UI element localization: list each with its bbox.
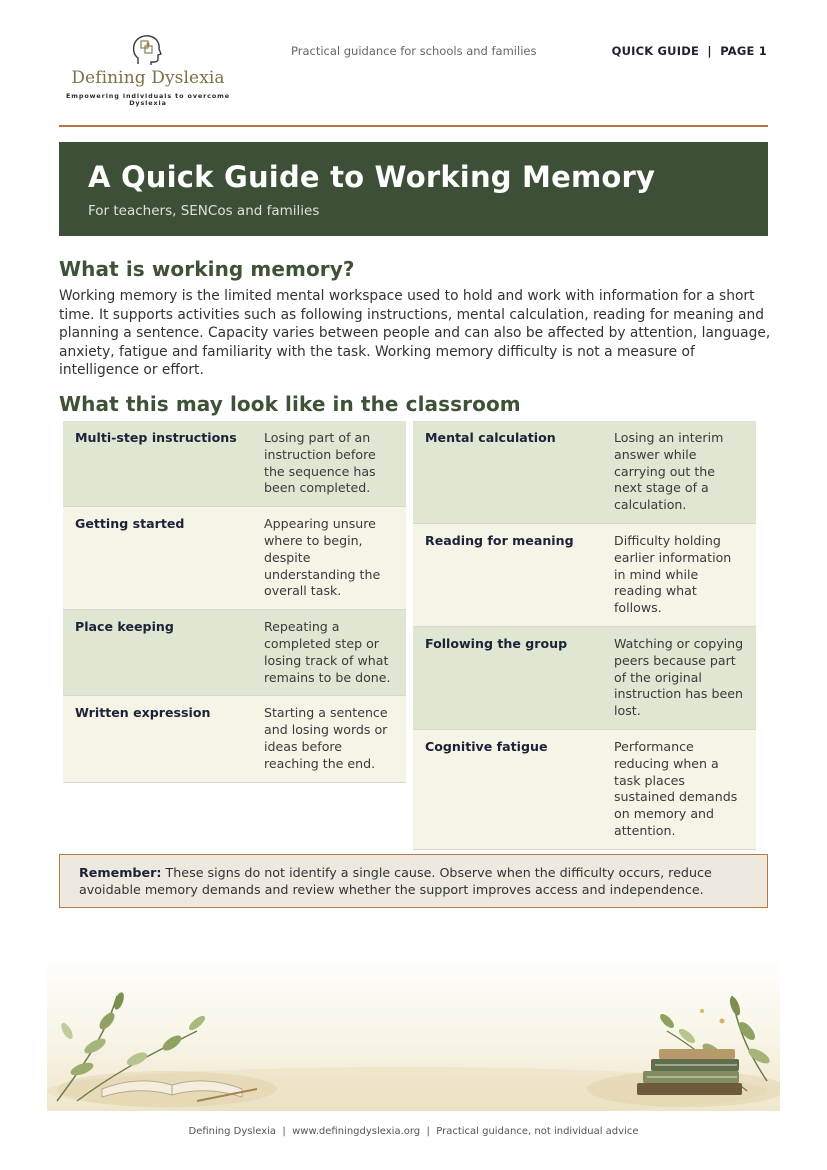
table-row [63, 507, 406, 610]
remember-label: Remember: [79, 865, 162, 880]
row-description: Appearing unsure where to begin, despite understanding the overall task. [264, 516, 381, 599]
title-banner [59, 142, 768, 236]
row-label: Following the group [425, 635, 568, 651]
section-heading-classroom: What this may look like in the classroom [59, 392, 521, 416]
signs-table-right [413, 421, 756, 850]
page-subtitle: For teachers, SENCos and families [88, 203, 320, 219]
row-description: Repeating a completed step or losing track of what remains to be done. [264, 619, 391, 685]
brand-tagline [62, 93, 234, 107]
row-description: Starting a sentence and losing words or ideas before reaching the end. [264, 705, 388, 771]
header-divider [59, 125, 768, 127]
table-row [413, 524, 756, 627]
signs-table-left [63, 421, 406, 783]
page-footer [0, 1126, 827, 1137]
row-label: Reading for meaning [425, 532, 574, 548]
row-description: Watching or copying peers because part of the original instruction has been lost. [614, 635, 744, 719]
table-row [413, 730, 756, 850]
page-label-text: QUICK GUIDE | PAGE 1 [611, 44, 767, 58]
row-label: Multi-step instructions [75, 430, 237, 445]
footer-illustration [47, 951, 780, 1111]
row-label: Place keeping [75, 619, 174, 635]
brand-name: Defining Dyslexia [71, 68, 225, 88]
row-label: Mental calculation [425, 430, 556, 445]
row-label: Written expression [75, 705, 211, 721]
row-label: Getting started [75, 516, 185, 532]
remember-text: These signs do not identify a single cause. Observe when the difficulty occurs, reduce avoidable memory demands and review whether the support improves access and independence. [79, 865, 712, 897]
brand-tagline-line2: Dyslexia [129, 99, 167, 107]
brand-tagline-line1: Empowering individuals to overcome [66, 92, 230, 100]
page-label [612, 44, 767, 58]
logo [62, 34, 234, 110]
table-row [63, 610, 406, 696]
table-row [413, 421, 756, 524]
row-description: Performance reducing when a task places sustained demands on memory and attention. [614, 738, 738, 838]
row-description: Difficulty holding earlier information in mind while reading what follows. [614, 532, 732, 616]
table-row [63, 421, 406, 507]
header-tagline: Practical guidance for schools and families [291, 44, 537, 58]
table-row [63, 696, 406, 782]
footer-text: Defining Dyslexia | www.definingdyslexia.org | Practical guidance, not individual advice [188, 1126, 639, 1137]
remember-callout [59, 854, 768, 908]
section-heading-what-is: What is working memory? [59, 257, 355, 281]
row-description: Losing part of an instruction before the sequence has been completed. [264, 430, 376, 496]
head-with-puzzle-icon [130, 34, 164, 68]
page-title: A Quick Guide to Working Memory [88, 160, 656, 194]
intro-paragraph: Working memory is the limited mental workspace used to hold and work with information for a short time. It supports activities such as following instructions, mental calculation, reading for meaning and planning a sentence. Capacity varies between people and can also be affected by attention, language, anxiety, fatigue and familiarity with the task. Working memory difficulty is not a measure of intelligence or effort. [59, 288, 771, 379]
table-row [413, 627, 756, 730]
row-description: Losing an interim answer while carrying out the next stage of a calculation. [614, 430, 724, 513]
row-label: Cognitive fatigue [425, 738, 548, 754]
